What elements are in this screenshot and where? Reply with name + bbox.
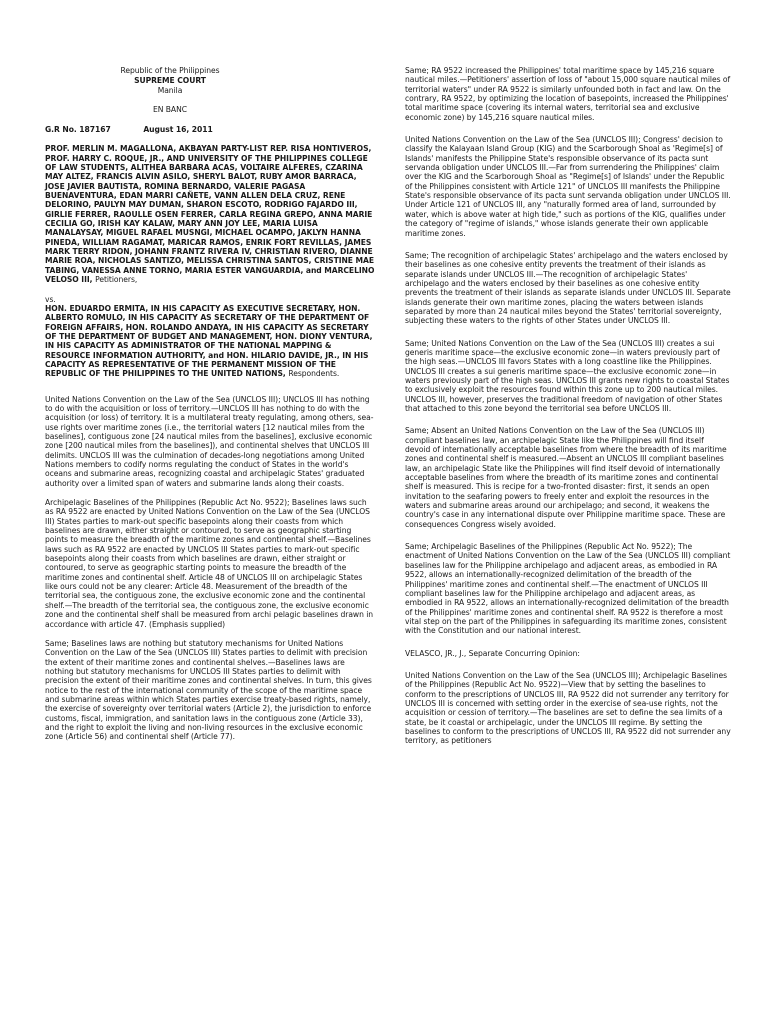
petitioners-names: PROF. MERLIN M. MAGALLONA, AKBAYAN PARTY-LIST REP. RISA HONTIVEROS, PROF. HARRY C. ROQUE, JR., AND UNIVERSITY OF THE PHILIPPINES COLLEGE OF LAW STUDENTS, ALITHEA BARBARA ACAS, VOLTAIRE ALFERES, CZARINA MAY ALTEZ, FRANCIS ALVIN ASILO, SHERYL BALOT, RUBY AMOR BARRACA, JOSE JAVIER BAUTISTA, ROMINA BERNARDO, VALERIE PAGASA BUENAVENTURA, EDAN MARRI CAÑETE, VANN ALLEN DELA CRUZ, RENE DELORINO, PAULYN MAY DUMAN, SHARON ESCOTO, RODRIGO FAJARDO III, GIRLIE FERRER, RAOULLE OSEN FERRER, CARLA REGINA GREPO, ANNA MARIE CECILIA GO, IRISH KAY KALAW, MARY ANN JOY LEE, MARIA LUISA MANALAYSAY, MIGUEL RAFAEL MUSNGI, MICHAEL OCAMPO, JAKLYN HANNA PINEDA, WILLIAM RAGAMAT, MARICAR RAMOS, ENRIK FORT REVILLAS, JAMES MARK TERRY RIDON, JOHANN FRANTZ RIVERA IV, CHRISTIAN RIVERO, DIANNE MARIE ROA, NICHOLAS SANTIZO, MELISSA CHRISTINA SANTOS, CRISTINE MAE TABING, VANESSA ANNE TORNO, MARIA ESTER VANGUARDIA, and MARCELINO VELOSO III, (45, 144, 375, 285)
decision-date: August 16, 2011 (143, 125, 213, 134)
syllabus-paragraph: Archipelagic Baselines of the Philippines (Republic Act No. 9522); Baselines laws such as RA 9522 are enacted by United Nations Convention on the Law of the Sea (UNCLOS III) States parties to mark-out specific basepoints along their coasts from which baselines are drawn, either straight or contoured, to serve as geographic starting points to measure the breadth of the maritime zones and continental shelf.—Baselines laws such as RA 9522 are enacted by UNCLOS III States parties to mark-out specific basepoints along their coasts from which baselines are drawn, either straight or contoured, to serve as geographic starting points to measure the breadth of the maritime zones and continental shelf. Article 48 of UNCLOS III on archipelagic States like ours could not be any clearer: Article 48. Measurement of the breadth of the territorial sea, the contiguous zone, the exclusive economic zone and the continental shelf.—The breadth of the territorial sea, the contiguous zone, the exclusive economic zone and the continental shelf shall be measured from archi pelagic baselines drawn in accordance with article 47. (Emphasis supplied) (45, 498, 374, 629)
syllabus-paragraph: Same; United Nations Convention on the Law of the Sea (UNCLOS III) creates a sui generis maritime space—the exclusive economic zone—in waters previously part of the high seas.—UNCLOS III favors States with a long coastline like the Philippines. UNCLOS III creates a sui generis maritime space—the exclusive economic zone—in waters previously part of the high seas. UNCLOS III grants new rights to coastal States to exclusively exploit the resources found within this zone up to 200 nautical miles. UNCLOS III, however, preserves the traditional freedom of navigation of other States that attached to this zone beyond the territorial sea before UNCLOS III. (405, 338, 730, 413)
document-header (45, 66, 295, 115)
court-division: EN BANC (153, 105, 187, 114)
syllabus-paragraph: United Nations Convention on the Law of the Sea (UNCLOS III); Congress' decision to classify the Kalayaan Island Group (KIG) and the Scarborough Shoal as 'Regime[s] of Islands' manifests the Philippine State's responsible observance of its pacta sunt servanda obligation under UNCLOS III.—Far from surrendering the Philippines' claim over the KIG and the Scarborough Shoal as "Regime[s] of Islands' under the Republic of the Philippines consistent with Article 121" of UNCLOS III manifests the Philippine State's responsible observance of its pacta sunt servanda obligation under UNCLOS III. Under Article 121 of UNCLOS III, any "naturally formed area of land, surrounded by water, which is above water at high tide," such as portions of the KIG, qualifies under the category of "regime of islands," whose islands generate their own applicable maritime zones. (405, 135, 731, 238)
syllabus-paragraph: Same; Absent an United Nations Convention on the Law of the Sea (UNCLOS III) compliant baselines law, an archipelagic State like the Philippines will find itself devoid of internationally acceptable baselines from where the breadth of its maritime zones and continental shelf is measured.—Absent an UNCLOS III compliant baselines law, an archipelagic State like the Philippines will find itself devoid of internationally acceptable baselines from where the breadth of its maritime zones and continental shelf is measured. This is recipe for a two-fronted disaster: first, it sends an open invitation to the seafaring powers to freely enter and exploit the resources in the waters and submarine areas around our archipelago; and second, it weakens the country's case in any international dispute over Philippine maritime space. These are consequences Congress wisely avoided. (405, 426, 727, 529)
syllabus-paragraph: United Nations Convention on the Law of the Sea (UNCLOS III); Archipelagic Baselines of the Philippines (Republic Act No. 9522)—View that by setting the baselines to conform to the prescriptions of UNCLOS III, RA 9522 did not surrender any territory for UNCLOS III is concerned with setting order in the exercise of sea-use rights, not the acquisition or cession of territory.—The baselines are set to define the sea limits of a state, be it coastal or archipelagic, under the UNCLOS III regime. By setting the baselines to conform to the prescriptions of UNCLOS III, RA 9522 did not surrender any territory, as petitioners (405, 670, 731, 746)
right-column (405, 66, 731, 756)
syllabus-paragraph: United Nations Convention on the Law of the Sea (UNCLOS III); UNCLOS III has nothing to do with the acquisition or loss of territory.—UNCLOS III has nothing to do with the acquisition (or loss) of territory. It is a multilateral treaty regulating, among others, sea-use rights over maritime zones (i.e., the territorial waters [12 nautical miles from the baselines], contiguous zone [24 nautical miles from the baselines], exclusive economic zone [200 nautical miles from the baselines]), and continental shelves that UNCLOS III delimits. UNCLOS III was the culmination of decades-long negotiations among United Nations members to codify norms regulating the conduct of States in the world's oceans and submarine areas, recognizing coastal and archipelagic States' graduated authority over a limited span of waters and submarine lands along their coasts. (45, 394, 374, 488)
case-number-line (45, 125, 375, 134)
syllabus-paragraph: Same; The recognition of archipelagic States' archipelago and the waters enclosed by their baselines as one cohesive entity prevents the treatment of their islands as separate islands under UNCLOS III.—The recognition of archipelagic States' archipelago and the waters enclosed by their baselines as one cohesive entity prevents the treatment of their islands as separate islands under UNCLOS III. Separate islands generate their own maritime zones, placing the waters between islands separated by more than 24 nautical miles beyond the States' territorial sovereignty, subjecting these waters to the rights of other States under UNCLOS III. (405, 250, 731, 326)
respondents-block (45, 304, 375, 379)
versus: vs. (45, 294, 56, 304)
court-city: Manila (157, 86, 183, 95)
gr-number: G.R No. 187167 (45, 125, 111, 134)
syllabus-paragraph: Same; Archipelagic Baselines of the Philippines (Republic Act No. 9522); The enactment of United Nations Convention on the Law of the Sea (UNCLOS III) compliant baselines law for the Philippine archipelago and adjacent areas, as embodied in RA 9522, allows an internationally-recognized delimitation of the breadth of the Philippines' maritime zones and continental shelf.—The enactment of UNCLOS III compliant baselines law for the Philippine archipelago and adjacent areas, as embodied in RA 9522, allows an internationally-recognized delimitation of the breadth of the Philippines' maritime zones and continental shelf. RA 9522 is therefore a most vital step on the part of the Philippines in safeguarding its maritime zones, consistent with the Constitution and our national interest. (405, 542, 731, 636)
respondents-label: Respondents. (288, 369, 340, 379)
petitioners-label: Petitioners, (95, 275, 138, 285)
respondents-names: HON. EDUARDO ERMITA, IN HIS CAPACITY AS EXECUTIVE SECRETARY, HON. ALBERTO ROMULO, IN HIS CAPACITY AS SECRETARY OF THE DEPARTMENT OF FOREIGN AFFAIRS, HON. ROLANDO ANDAYA, IN HIS CAPACITY AS SECRETARY OF THE DEPARTMENT OF BUDGET AND MANAGEMENT, HON. DIONY VENTURA, IN HIS CAPACITY AS ADMINISTRATOR OF THE NATIONAL MAPPING & RESOURCE INFORMATION AUTHORITY, and HON. HILARIO DAVIDE, JR., IN HIS CAPACITY AS REPRESENTATIVE OF THE PERMANENT MISSION OF THE REPUBLIC OF THE PHILIPPINES TO THE UNITED NATIONS, (45, 303, 373, 379)
syllabus-paragraph: Same; Baselines laws are nothing but statutory mechanisms for United Nations Convention on the Law of the Sea (UNCLOS III) States parties to delimit with precision the extent of their maritime zones and continental shelves.—Baselines laws are nothing but statutory mechanisms for UNCLOS III States parties to delimit with precision the extent of their maritime zones and continental shelves. In turn, this gives notice to the rest of the international community of the scope of the maritime space and submarine areas within which States parties exercise treaty-based rights, namely, the exercise of sovereignty over territorial waters (Article 2), the jurisdiction to enforce customs, fiscal, immigration, and sanitation laws in the contiguous zone (Article 33), and the right to exploit the living and non-living resources in the exclusive economic zone (Article 56) and continental shelf (Article 77). (45, 638, 372, 742)
republic-line: Republic of the Philippines (120, 66, 220, 75)
left-column (45, 66, 375, 752)
court-name: SUPREME COURT (134, 76, 206, 85)
opinion-heading: VELASCO, JR., J., Separate Concurring Opinion: (405, 648, 580, 658)
petitioners-block (45, 144, 375, 284)
syllabus-paragraph: Same; RA 9522 increased the Philippines' total maritime space by 145,216 square nautical miles.—Petitioners' assertion of loss of "about 15,000 square nautical miles of territorial waters" under RA 9522 is similarly unfounded both in fact and law. On the contrary, RA 9522, by optimizing the location of basepoints, increased the Philippines' total maritime space (covering its internal waters, territorial sea and exclusive economic zone) by 145,216 square nautical miles. (405, 66, 731, 122)
